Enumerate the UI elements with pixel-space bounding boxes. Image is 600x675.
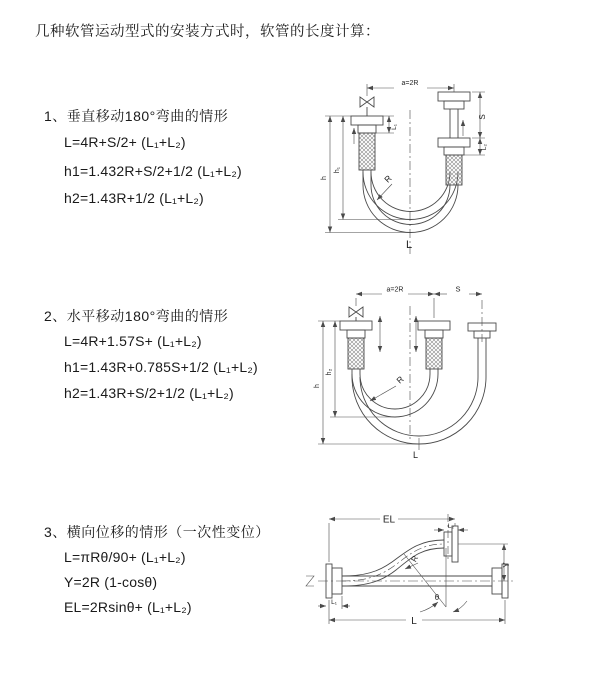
- dim-label-s: S: [455, 284, 461, 294]
- radius-label: R: [382, 173, 394, 185]
- section-1-heading: 1、垂直移动180°弯曲的情形: [44, 108, 229, 124]
- length-label: L: [411, 616, 417, 627]
- length-label: L: [413, 450, 419, 460]
- dim-label-l1: L₁: [331, 599, 337, 606]
- diagram-horizontal-180-bend: [308, 282, 593, 472]
- diagram-1-linework: [325, 84, 485, 254]
- dim-label-l1: L₁: [391, 124, 398, 130]
- valve-icon: [360, 97, 374, 107]
- page-title: 几种软管运动型式的安装方式时，软管的长度计算：: [35, 24, 380, 40]
- section-2-formula-L: L=4R+1.57S+ (L₁+L₂): [64, 333, 202, 349]
- section-2-heading: 2、水平移动180°弯曲的情形: [44, 308, 229, 324]
- diagram-vertical-180-bend: [310, 72, 595, 257]
- section-3-formula-L: L=πRθ/90+ (L₁+L₂): [64, 549, 186, 565]
- section-2-formula-h1: h1=1.43R+0.785S+1/2 (L₁+L₂): [64, 359, 258, 375]
- diagram-2-linework: [318, 294, 496, 450]
- dim-label-a2r: a=2R: [401, 80, 419, 87]
- dim-label-a2r: a=2R: [386, 286, 404, 294]
- dim-label-s: S: [478, 114, 487, 120]
- dim-label-h-outer: h: [321, 176, 328, 180]
- dim-label-l2: L₂: [481, 143, 488, 151]
- section-1-formula-h2: h2=1.43R+1/2 (L₁+L₂): [64, 190, 204, 206]
- angle-label: θ: [434, 593, 440, 602]
- dim-label-el: EL: [382, 514, 396, 526]
- pipe-break-icon: [306, 576, 314, 586]
- dim-label-h-inner: h₂: [326, 368, 333, 376]
- radius-label: R: [409, 554, 421, 564]
- diagram-3-linework: [306, 514, 514, 624]
- diagram-lateral-displacement: [296, 502, 594, 657]
- radius-label: R: [394, 374, 406, 386]
- dim-label-l2: L₂: [447, 523, 455, 530]
- dim-label-h-inner: h₁: [334, 166, 341, 174]
- dim-label-h-outer: h: [314, 384, 321, 388]
- section-3-formula-EL: EL=2Rsinθ+ (L₁+L₂): [64, 599, 192, 615]
- dim-label-y: Y: [502, 562, 511, 568]
- section-3-heading: 3、横向位移的情形（一次性变位）: [44, 524, 270, 540]
- valve-icon: [349, 307, 363, 317]
- section-1-formula-h1: h1=1.432R+S/2+1/2 (L₁+L₂): [64, 163, 242, 179]
- section-3-formula-Y: Y=2R (1-cosθ): [64, 574, 158, 590]
- section-2-formula-h2: h2=1.43R+S/2+1/2 (L₁+L₂): [64, 385, 234, 401]
- section-1-formula-L: L=4R+S/2+ (L₁+L₂): [64, 134, 186, 150]
- length-label: L: [406, 239, 413, 251]
